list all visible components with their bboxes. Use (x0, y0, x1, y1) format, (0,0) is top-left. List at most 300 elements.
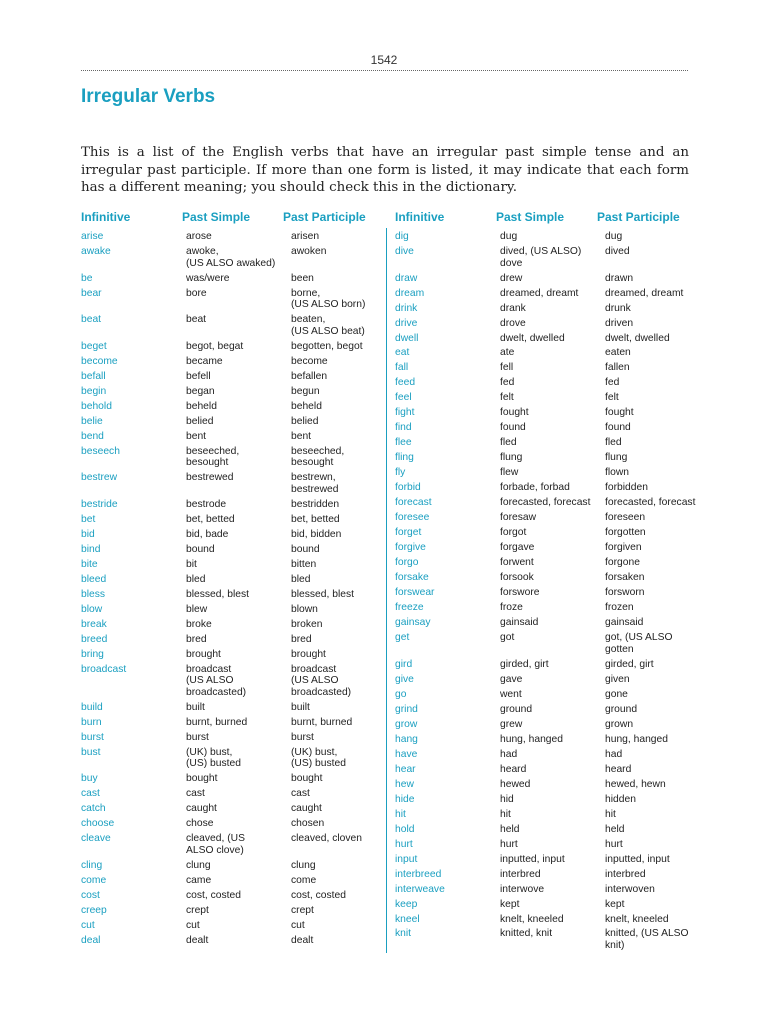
verb-row (81, 732, 381, 744)
verb-past-simple: girded, girt (500, 658, 549, 670)
verb-past-participle: bred (291, 633, 312, 645)
verb-past-simple: felt (500, 392, 514, 404)
verb-row (81, 559, 381, 571)
verb-past-participle: borne, (US ALSO born) (291, 287, 366, 311)
verb-row (81, 231, 381, 243)
verb-row (81, 386, 381, 398)
verb-row (81, 702, 381, 714)
verb-past-participle: been (291, 272, 314, 284)
verb-row (395, 928, 695, 951)
verb-past-simple: began (186, 385, 215, 397)
verb-row (81, 890, 381, 902)
verb-past-participle: become (291, 355, 328, 367)
verb-past-participle: hewed, hewn (605, 778, 666, 790)
verb-past-simple: kept (500, 898, 520, 910)
verb-past-participle: dwelt, dwelled (605, 332, 670, 344)
verb-past-participle: befallen (291, 370, 328, 382)
verb-infinitive: cut (81, 919, 95, 931)
verb-past-participle: knitted, (US ALSO knit) (605, 928, 689, 952)
verb-past-simple: foresaw (500, 512, 537, 524)
verb-past-simple: hid (500, 793, 514, 805)
verb-past-participle: inputted, input (605, 853, 670, 865)
verb-row (81, 619, 381, 631)
verb-row (395, 749, 695, 761)
verb-row (395, 542, 695, 554)
verb-past-participle: bitten (291, 558, 317, 570)
verb-past-participle: burnt, burned (291, 716, 353, 728)
verb-row (395, 632, 695, 655)
verb-row (395, 273, 695, 285)
verb-past-participle: fallen (605, 362, 630, 374)
verb-infinitive: input (395, 853, 418, 865)
verb-infinitive: feed (395, 377, 416, 389)
verb-past-participle: bid, bidden (291, 528, 342, 540)
verb-past-participle: forgone (605, 557, 640, 569)
verb-row (395, 899, 695, 911)
verb-infinitive: forswear (395, 587, 435, 599)
verb-infinitive: keep (395, 898, 418, 910)
verb-infinitive: burn (81, 716, 102, 728)
top-dotted-rule (81, 70, 688, 71)
verb-infinitive: creep (81, 904, 107, 916)
verb-past-participle: hidden (605, 793, 636, 805)
verb-infinitive: bestrew (81, 472, 118, 484)
verb-past-simple: built (186, 701, 205, 713)
verb-past-participle: forsworn (605, 587, 645, 599)
verb-past-participle: flung (605, 452, 628, 464)
verb-infinitive: forgo (395, 557, 419, 569)
verb-infinitive: breed (81, 633, 108, 645)
verb-past-simple: (UK) bust, (US) busted (186, 746, 241, 770)
verb-row (395, 377, 695, 389)
verb-row (81, 833, 381, 856)
verb-past-participle: hurt (605, 838, 623, 850)
verb-row (81, 818, 381, 830)
verb-past-simple: forbade, forbad (500, 482, 570, 494)
verb-past-simple: bestrewed (186, 472, 234, 484)
verb-list-left (81, 231, 381, 946)
verb-past-participle: belied (291, 415, 319, 427)
verb-infinitive: belie (81, 415, 103, 427)
verb-row (81, 747, 381, 770)
verb-past-simple: had (500, 748, 518, 760)
verb-past-simple: cast (186, 788, 205, 800)
verb-past-participle: blessed, blest (291, 588, 354, 600)
verb-row (395, 303, 695, 315)
verb-infinitive: bestride (81, 498, 118, 510)
verb-infinitive: catch (81, 803, 106, 815)
verb-row (395, 392, 695, 404)
verb-past-participle: cut (291, 919, 305, 931)
verb-row (395, 704, 695, 716)
verb-infinitive: hear (395, 763, 416, 775)
verb-row (81, 634, 381, 646)
verb-row (81, 544, 381, 556)
verb-row (81, 288, 381, 311)
verb-row (81, 574, 381, 586)
verb-infinitive: bless (81, 588, 106, 600)
verb-past-participle: interbred (605, 868, 646, 880)
verb-row (81, 803, 381, 815)
verb-past-simple: arose (186, 231, 212, 242)
verb-infinitive: drive (395, 317, 418, 329)
verb-infinitive: become (81, 355, 118, 367)
verb-row (395, 839, 695, 851)
verb-infinitive: burst (81, 731, 104, 743)
verb-past-simple: dealt (186, 934, 209, 946)
verb-row (395, 557, 695, 569)
verb-past-participle: driven (605, 317, 634, 329)
verb-past-participle: bet, betted (291, 513, 340, 525)
verb-row (395, 407, 695, 419)
verb-past-simple: forwent (500, 557, 534, 569)
verb-past-participle: dived (605, 245, 630, 257)
verb-row (395, 512, 695, 524)
header-past-participle: Past Participle (597, 210, 680, 224)
verb-past-participle: beheld (291, 400, 322, 412)
verb-past-simple: heard (500, 763, 527, 775)
verb-past-simple: befell (186, 370, 211, 382)
verb-infinitive: choose (81, 818, 115, 830)
verb-row (81, 341, 381, 353)
verb-infinitive: hew (395, 778, 414, 790)
verb-past-simple: blew (186, 603, 208, 615)
verb-past-participle: begun (291, 385, 320, 397)
verb-past-participle: interwoven (605, 883, 655, 895)
verb-row (395, 246, 695, 269)
verb-past-participle: felt (605, 392, 619, 404)
verb-past-simple: fled (500, 437, 517, 449)
verb-infinitive: hang (395, 733, 418, 745)
verb-row (81, 529, 381, 541)
verb-past-simple: hit (500, 808, 511, 820)
verb-past-simple: drank (500, 302, 526, 314)
verb-past-participle: cost, costed (291, 889, 346, 901)
verb-past-simple: broadcast (US ALSO broadcasted) (186, 663, 247, 698)
verb-past-participle: crept (291, 904, 314, 916)
verb-row (395, 587, 695, 599)
verb-past-simple: chose (186, 818, 214, 830)
verb-row (395, 884, 695, 896)
verb-infinitive: bear (81, 287, 102, 299)
verb-past-simple: dreamed, dreamt (500, 287, 579, 299)
verb-row (395, 602, 695, 614)
header-past-participle: Past Participle (283, 210, 366, 224)
verb-past-simple: dwelt, dwelled (500, 332, 565, 344)
verb-past-simple: burnt, burned (186, 716, 248, 728)
verb-row (395, 794, 695, 806)
verb-infinitive: forsake (395, 572, 429, 584)
verb-infinitive: kneel (395, 913, 420, 925)
verb-infinitive: gainsay (395, 617, 431, 629)
verb-infinitive: hit (395, 808, 406, 820)
verb-infinitive: grind (395, 703, 418, 715)
verb-row (395, 422, 695, 434)
verb-past-participle: brought (291, 648, 326, 660)
verb-infinitive: fly (395, 467, 406, 479)
verb-past-participle: ground (605, 703, 638, 715)
verb-past-participle: arisen (291, 231, 320, 242)
verb-past-participle: frozen (605, 602, 634, 614)
verb-past-participle: bought (291, 773, 323, 785)
verb-infinitive: give (395, 673, 414, 685)
verb-infinitive: beseech (81, 445, 120, 457)
verb-past-participle: bestrewn, bestrewed (291, 472, 339, 495)
verb-infinitive: cleave (81, 833, 111, 845)
verb-past-simple: gave (500, 673, 523, 685)
verb-infinitive: interbreed (395, 868, 442, 880)
verb-past-simple: inputted, input (500, 853, 565, 865)
verb-infinitive: fight (395, 407, 415, 419)
verb-infinitive: find (395, 422, 412, 434)
verb-past-simple: awoke, (US ALSO awaked) (186, 245, 276, 269)
verb-past-participle: hung, hanged (605, 733, 668, 745)
verb-past-participle: forgotten (605, 527, 646, 539)
verb-infinitive: deal (81, 934, 101, 946)
verb-past-simple: crept (186, 904, 209, 916)
verb-past-simple: grew (500, 718, 523, 730)
verb-infinitive: cost (81, 889, 100, 901)
verb-row (395, 437, 695, 449)
verb-past-participle: built (291, 701, 310, 713)
verb-row (81, 371, 381, 383)
verb-row (395, 734, 695, 746)
verb-past-participle: bled (291, 573, 311, 585)
verb-past-simple: bound (186, 543, 215, 555)
verb-infinitive: get (395, 632, 410, 644)
verb-past-simple: found (500, 422, 526, 434)
verb-past-participle: caught (291, 803, 322, 815)
verb-infinitive: go (395, 688, 407, 700)
verb-past-participle: dreamed, dreamt (605, 287, 684, 299)
verb-infinitive: break (81, 618, 107, 630)
verb-infinitive: eat (395, 347, 410, 359)
verb-infinitive: foresee (395, 512, 430, 524)
verb-past-simple: bore (186, 287, 207, 299)
verb-row (81, 273, 381, 285)
verb-past-simple: forgot (500, 527, 527, 539)
verb-row (81, 446, 381, 469)
verb-row (395, 659, 695, 671)
verb-past-simple: forgave (500, 542, 535, 554)
verb-past-simple: ground (500, 703, 533, 715)
column-header-row (395, 210, 695, 228)
verb-past-simple: held (500, 823, 520, 835)
verb-past-participle: beaten, (US ALSO beat) (291, 314, 365, 337)
verb-infinitive: freeze (395, 602, 424, 614)
header-past-simple: Past Simple (496, 210, 565, 224)
verb-row (395, 452, 695, 464)
verb-row (81, 401, 381, 413)
verb-past-simple: bled (186, 573, 206, 585)
verb-row (81, 649, 381, 661)
verb-row (81, 499, 381, 511)
verb-infinitive: hide (395, 793, 415, 805)
verb-past-participle: bestridden (291, 498, 340, 510)
verb-row (81, 664, 381, 699)
verb-past-simple: interwove (500, 883, 545, 895)
verb-past-simple: bit (186, 558, 197, 570)
verb-past-simple: broke (186, 618, 212, 630)
verb-infinitive: befall (81, 370, 106, 382)
verb-infinitive: flee (395, 437, 412, 449)
verb-infinitive: begin (81, 385, 107, 397)
verb-past-simple: bought (186, 773, 218, 785)
verb-row (81, 717, 381, 729)
verb-infinitive: behold (81, 400, 112, 412)
verb-past-simple: fed (500, 377, 515, 389)
verb-row (81, 472, 381, 495)
verb-past-participle: bent (291, 430, 312, 442)
verb-infinitive: forecast (395, 497, 432, 509)
verb-past-participle: (UK) bust, (US) busted (291, 746, 346, 770)
verb-list-right (395, 231, 695, 952)
verb-infinitive: arise (81, 231, 104, 242)
verb-row (395, 527, 695, 539)
verb-infinitive: bend (81, 430, 104, 442)
verb-past-participle: flown (605, 467, 630, 479)
verb-row (395, 779, 695, 791)
verb-row (395, 674, 695, 686)
verb-infinitive: beget (81, 340, 107, 352)
page-title: Irregular Verbs (81, 86, 216, 107)
verb-row (81, 773, 381, 785)
verb-past-simple: bet, betted (186, 513, 235, 525)
verb-past-simple: brought (186, 648, 221, 660)
verb-past-participle: dug (605, 231, 623, 242)
verb-row (81, 860, 381, 872)
verb-past-participle: cast (291, 788, 310, 800)
verb-infinitive: dream (395, 287, 425, 299)
verb-past-participle: gone (605, 688, 628, 700)
verb-past-simple: bred (186, 633, 207, 645)
verb-infinitive: bring (81, 648, 104, 660)
verb-row (395, 824, 695, 836)
verb-infinitive: grow (395, 718, 418, 730)
verb-row (81, 416, 381, 428)
verb-past-simple: belied (186, 415, 214, 427)
verb-infinitive: cling (81, 859, 103, 871)
verb-row (395, 231, 695, 243)
verb-past-participle: drawn (605, 272, 634, 284)
verb-past-simple: cleaved, (US ALSO clove) (186, 833, 245, 856)
page-number: 1542 (370, 53, 398, 67)
verb-past-participle: begotten, begot (291, 340, 363, 352)
verb-past-simple: drove (500, 317, 526, 329)
verb-past-simple: cost, costed (186, 889, 241, 901)
verb-infinitive: fall (395, 362, 409, 374)
verb-past-participle: fed (605, 377, 620, 389)
header-infinitive: Infinitive (395, 210, 445, 224)
verb-infinitive: bust (81, 746, 101, 758)
column-divider (386, 228, 387, 953)
verb-infinitive: hurt (395, 838, 413, 850)
verb-past-simple: clung (186, 859, 211, 871)
verb-past-participle: forbidden (605, 482, 648, 494)
verb-past-simple: knitted, knit (500, 928, 553, 940)
verb-row (81, 356, 381, 368)
verb-past-participle: broadcast (US ALSO broadcasted) (291, 663, 352, 698)
verb-past-simple: bid, bade (186, 528, 229, 540)
verb-infinitive: gird (395, 658, 413, 670)
verb-infinitive: forbid (395, 482, 421, 494)
verb-row (395, 362, 695, 374)
verb-past-simple: beseeched, besought (186, 445, 240, 469)
verb-past-participle: clung (291, 859, 316, 871)
verb-past-simple: ate (500, 347, 515, 359)
verb-infinitive: knit (395, 928, 412, 940)
verb-infinitive: have (395, 748, 418, 760)
verb-infinitive: forget (395, 527, 422, 539)
verb-past-simple: beat (186, 314, 207, 326)
verb-past-participle: bound (291, 543, 320, 555)
verb-past-participle: forgiven (605, 542, 642, 554)
verb-past-simple: knelt, kneeled (500, 913, 564, 925)
verb-past-simple: got (500, 632, 515, 644)
verb-past-participle: foreseen (605, 512, 646, 524)
verb-row (395, 288, 695, 300)
verb-row (81, 935, 381, 947)
verb-past-participle: kept (605, 898, 625, 910)
verb-past-participle: got, (US ALSO gotten (605, 632, 673, 655)
verb-infinitive: broadcast (81, 663, 127, 675)
verb-row (395, 333, 695, 345)
verb-past-simple: burst (186, 731, 209, 743)
header-infinitive: Infinitive (81, 210, 131, 224)
verb-row (395, 914, 695, 926)
verb-column-left (81, 210, 381, 950)
verb-past-simple: flew (500, 467, 519, 479)
verb-infinitive: hold (395, 823, 415, 835)
header-past-simple: Past Simple (182, 210, 251, 224)
verb-row (395, 764, 695, 776)
verb-infinitive: fling (395, 452, 414, 464)
verb-row (81, 920, 381, 932)
verb-row (395, 572, 695, 584)
verb-infinitive: dwell (395, 332, 419, 344)
verb-row (81, 875, 381, 887)
verb-past-simple: drew (500, 272, 523, 284)
verb-past-simple: dived, (US ALSO) dove (500, 245, 582, 269)
verb-row (395, 869, 695, 881)
verb-infinitive: drink (395, 302, 418, 314)
verb-past-participle: forsaken (605, 572, 645, 584)
verb-infinitive: forgive (395, 542, 426, 554)
verb-past-participle: grown (605, 718, 634, 730)
verb-past-simple: fought (500, 407, 529, 419)
verb-past-simple: became (186, 355, 223, 367)
verb-past-simple: came (186, 874, 212, 886)
verb-past-participle: broken (291, 618, 323, 630)
verb-past-simple: was/were (186, 272, 230, 284)
verb-past-participle: held (605, 823, 625, 835)
verb-past-participle: beseeched, besought (291, 445, 345, 469)
verb-past-participle: burst (291, 731, 314, 743)
verb-past-participle: awoken (291, 245, 327, 257)
verb-past-simple: interbred (500, 868, 541, 880)
verb-row (395, 689, 695, 701)
verb-past-participle: eaten (605, 347, 631, 359)
verb-row (81, 589, 381, 601)
verb-row (81, 905, 381, 917)
verb-infinitive: bleed (81, 573, 107, 585)
verb-row (395, 482, 695, 494)
verb-row (81, 788, 381, 800)
verb-past-simple: hurt (500, 838, 518, 850)
verb-row (81, 604, 381, 616)
verb-past-participle: hit (605, 808, 616, 820)
verb-infinitive: buy (81, 773, 98, 785)
